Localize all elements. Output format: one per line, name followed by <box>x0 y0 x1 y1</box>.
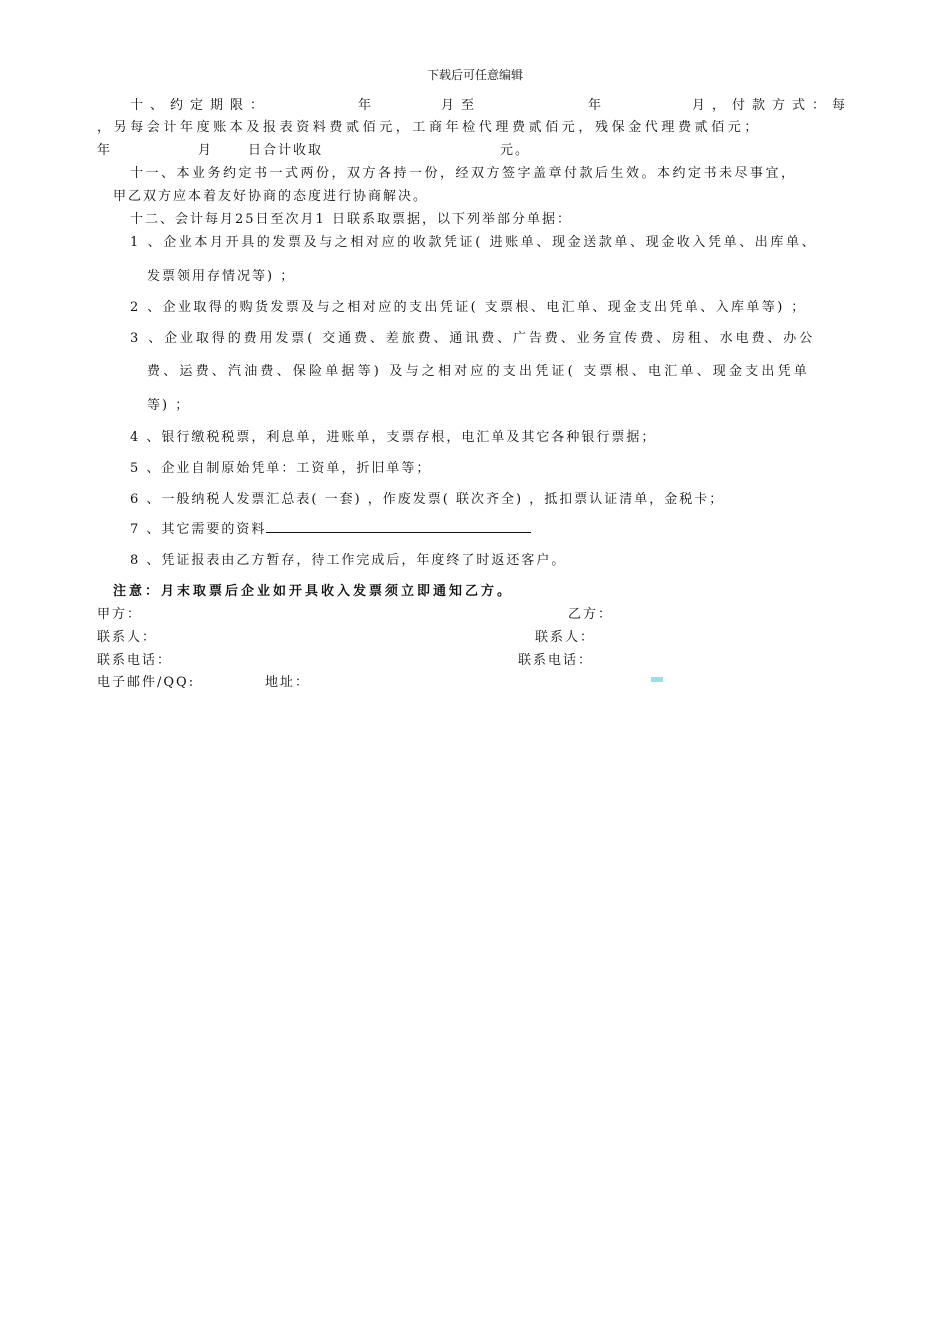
list-item-5: 5 、企业自制原始凭单：工资单，折旧单等； <box>130 461 432 476</box>
list-item-3b: 费、运费、汽油费、保险单据等) 及与之相对应的支出凭证( 支票根、电汇单、现金支出凭单 <box>147 364 811 379</box>
party-address: 地址： <box>265 675 311 690</box>
party-email: 电子邮件/QQ: <box>97 675 196 690</box>
list-item-6: 6 、一般纳税人发票汇总表( 一套) ，作废发票( 联次齐全) ，抵扣票认证清单，金税卡； <box>130 492 725 507</box>
party-b-label: 乙方： <box>568 607 614 622</box>
item10-month-to: 月至 <box>441 98 482 113</box>
item10-payment: 月，付款方式：每 <box>692 98 853 113</box>
list-item-3c: 等) ； <box>147 398 191 413</box>
party-b-phone: 联系电话： <box>518 653 594 668</box>
item10-line2: ，另每会计年度账本及报表资料费贰佰元，工商年检代理费贰佰元，残保金代理费贰佰元； <box>97 120 762 135</box>
notice: 注意：月末取票后企业如开具收入发票须立即通知乙方。 <box>113 584 514 599</box>
item10-line3-year: 年 <box>97 143 113 158</box>
list-item-7 <box>130 518 531 537</box>
list-item-1b: 发票领用存情况等) ； <box>147 269 296 284</box>
blank-line <box>266 520 531 533</box>
list-item-1a: 1 、企业本月开具的发票及与之相对应的收款凭证( 进账单、现金送款单、现金收入凭单、出库单、 <box>130 235 818 250</box>
item12-title: 十二、会计每月25日至次月1 日联系取票据，以下列举部分单据： <box>130 212 572 227</box>
item11-line1: 十一、本业务约定书一式两份，双方各持一份，经双方签字盖章付款后生效。本约定书未尽事宜， <box>130 166 797 181</box>
item10-line3-month: 月 <box>198 143 214 158</box>
highlight-mark <box>651 677 663 682</box>
party-a-label: 甲方： <box>97 607 143 622</box>
item11-line2: 甲乙双方应本着友好协商的态度进行协商解决。 <box>113 189 429 204</box>
item10-line3-yuan: 元。 <box>500 143 531 158</box>
list-item-2: 2 、企业取得的购货发票及与之相对应的支出凭证( 支票根、电汇单、现金支出凭单、入库单等) ； <box>130 300 807 315</box>
item10-title: 十、约定期限： <box>130 98 271 113</box>
item10-year2: 年 <box>588 98 604 113</box>
party-b-contact: 联系人： <box>535 630 596 645</box>
list-item-7-label: 7 、其它需要的资料 <box>130 522 267 537</box>
list-item-3a: 3 、企业取得的费用发票( 交通费、差旅费、通讯费、广告费、业务宣传费、房租、水电费、办公 <box>130 331 816 346</box>
list-item-4: 4 、银行缴税税票，利息单，进账单，支票存根，电汇单及其它各种银行票据； <box>130 430 657 445</box>
item10-year1: 年 <box>358 98 374 113</box>
page-header: 下载后可任意编辑 <box>426 68 523 82</box>
party-a-phone: 联系电话： <box>97 653 173 668</box>
item10-line3-day: 日合计收取 <box>248 143 324 158</box>
party-a-contact: 联系人： <box>97 630 158 645</box>
list-item-8: 8 、凭证报表由乙方暂存，待工作完成后，年度终了时返还客户。 <box>130 553 567 568</box>
